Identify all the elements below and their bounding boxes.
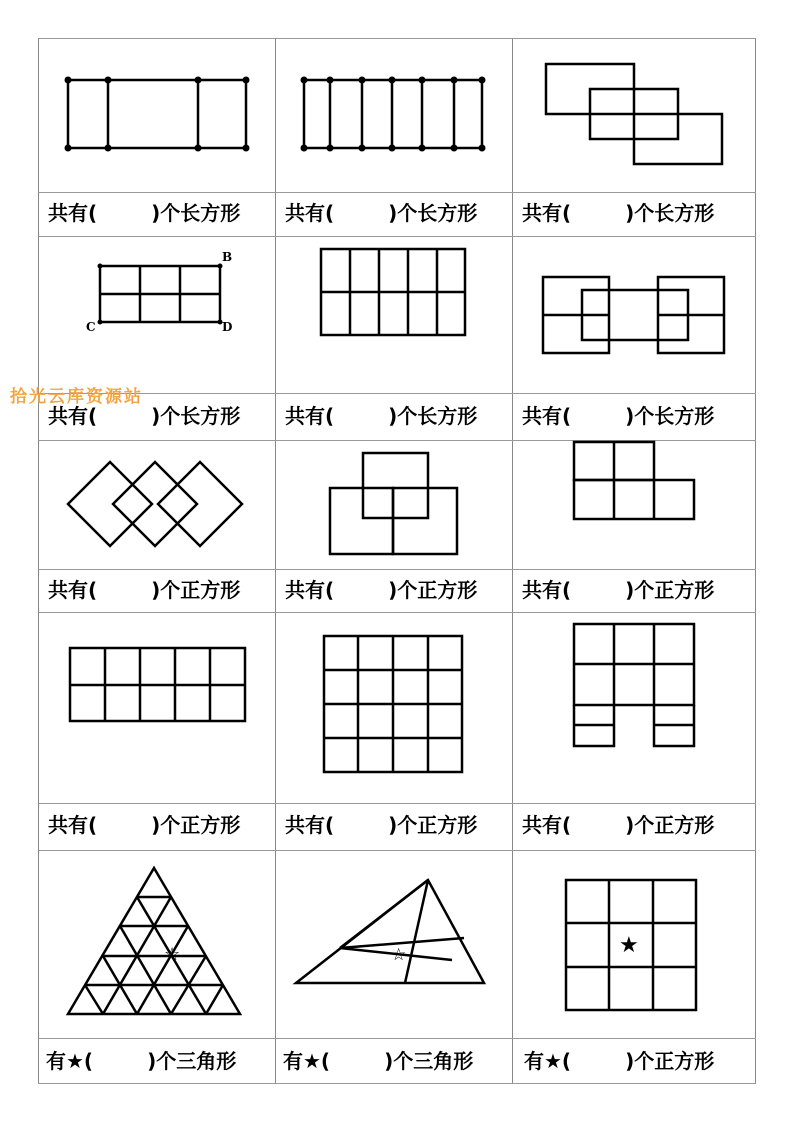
hollow-star-icon: ☆: [164, 944, 181, 965]
question-label-7: 共有( )个正方形: [48, 578, 241, 602]
question-label-5: 共有( )个长方形: [285, 404, 478, 428]
watermark: 拾光云库资源站: [10, 387, 143, 407]
question-label-12: 共有( )个正方形: [522, 813, 715, 837]
question-label-8: 共有( )个正方形: [285, 578, 478, 602]
hollow-star-icon: ☆: [391, 945, 407, 965]
question-label-9: 共有( )个正方形: [522, 578, 715, 602]
vertex-label-c: C: [86, 320, 96, 334]
question-label-11: 共有( )个正方形: [285, 813, 478, 837]
question-label-10: 共有( )个正方形: [48, 813, 241, 837]
question-label-15: 有★( )个正方形: [524, 1049, 715, 1073]
vertex-label-b: B: [222, 250, 233, 264]
question-label-2: 共有( )个长方形: [285, 201, 478, 225]
question-label-3: 共有( )个长方形: [522, 201, 715, 225]
question-label-13: 有★( )个三角形: [46, 1049, 237, 1073]
question-label-6: 共有( )个长方形: [522, 404, 715, 428]
question-label-14: 有★( )个三角形: [283, 1049, 474, 1073]
vertex-label-d: D: [222, 320, 233, 334]
question-label-1: 共有( )个长方形: [48, 201, 241, 225]
question-label-4: 共有( )个长方形: [48, 404, 241, 428]
star-icon: ★: [619, 933, 639, 958]
